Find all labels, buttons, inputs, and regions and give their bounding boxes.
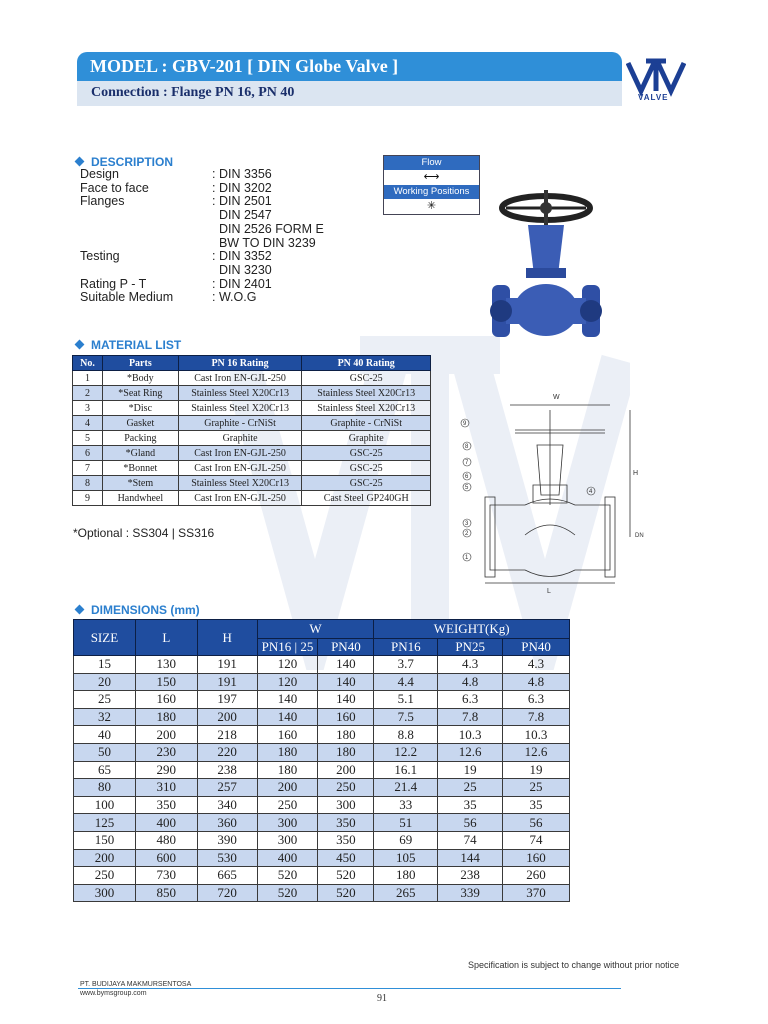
table-cell: 180: [318, 743, 374, 761]
table-cell: 4.8: [438, 673, 503, 691]
column-header: PN 40 Rating: [302, 356, 431, 371]
table-cell: 19: [438, 761, 503, 779]
table-cell: 218: [197, 726, 257, 744]
table-cell: 105: [374, 849, 438, 867]
diamond-bullet-icon: [75, 157, 85, 167]
svg-text:DN: DN: [635, 533, 644, 539]
column-subheader: PN40: [503, 639, 570, 656]
diamond-bullet-icon: [75, 340, 85, 350]
table-row: 5 Packing Graphite Graphite: [73, 431, 431, 446]
table-cell: 33: [374, 796, 438, 814]
table-cell: 80: [74, 779, 136, 797]
table-cell: 140: [257, 708, 318, 726]
column-subheader: PN40: [318, 639, 374, 656]
table-cell: 51: [374, 814, 438, 832]
table-cell: 74: [438, 831, 503, 849]
table-cell: 238: [438, 867, 503, 885]
table-cell: 19: [503, 761, 570, 779]
description-row: Design : DIN 3356: [80, 167, 272, 181]
table-cell: 130: [135, 656, 197, 674]
table-cell: 65: [74, 761, 136, 779]
table-cell: 300: [257, 814, 318, 832]
description-row: Flanges : DIN 2501: [80, 194, 272, 209]
flow-direction-box: [383, 155, 480, 215]
table-cell: 340: [197, 796, 257, 814]
table-cell: 7.8: [503, 708, 570, 726]
dimensions-header-row: [74, 620, 570, 639]
table-cell: 160: [257, 726, 318, 744]
column-subheader: PN16 | 25: [257, 639, 318, 656]
table-cell: 520: [257, 867, 318, 885]
material-heading: MATERIAL LIST: [76, 338, 181, 352]
svg-text:9: 9: [463, 421, 467, 427]
table-row: [74, 796, 570, 814]
table-cell: 160: [135, 691, 197, 709]
table-cell: 32: [74, 708, 136, 726]
table-cell: 180: [374, 867, 438, 885]
table-row: [74, 673, 570, 691]
table-cell: 191: [197, 656, 257, 674]
table-row: [74, 656, 570, 674]
table-cell: 4.3: [503, 656, 570, 674]
table-row: 4 Gasket Graphite - CrNiSt Graphite - CrNiSt: [73, 416, 431, 431]
table-row: [74, 743, 570, 761]
table-cell: 160: [318, 708, 374, 726]
table-row: [74, 849, 570, 867]
svg-text:H: H: [633, 470, 639, 477]
description-row: Suitable Medium : W.O.G: [80, 290, 257, 305]
column-subheader: PN25: [438, 639, 503, 656]
table-cell: 200: [318, 761, 374, 779]
description-row: DIN 2547: [212, 208, 272, 223]
table-cell: 180: [257, 761, 318, 779]
table-cell: 665: [197, 867, 257, 885]
table-cell: 140: [318, 691, 374, 709]
table-cell: 4.3: [438, 656, 503, 674]
table-cell: 5.1: [374, 691, 438, 709]
table-cell: 125: [74, 814, 136, 832]
table-cell: 120: [257, 673, 318, 691]
table-row: 7 *Bonnet Cast Iron EN-GJL-250 GSC-25: [73, 461, 431, 476]
flow-label: Flow: [384, 156, 479, 170]
table-cell: 370: [503, 884, 570, 902]
table-cell: 21.4: [374, 779, 438, 797]
table-cell: 25: [438, 779, 503, 797]
optional-note: *Optional : SS304 | SS316: [73, 526, 215, 540]
table-row: [74, 867, 570, 885]
table-cell: 7.5: [374, 708, 438, 726]
table-cell: 200: [257, 779, 318, 797]
table-cell: 140: [318, 656, 374, 674]
table-cell: 290: [135, 761, 197, 779]
working-positions-icon: ✳: [426, 200, 437, 212]
diamond-bullet-icon: [75, 605, 85, 615]
table-cell: 3.7: [374, 656, 438, 674]
svg-text:4: 4: [589, 489, 593, 495]
table-cell: 10.3: [503, 726, 570, 744]
table-cell: 120: [257, 656, 318, 674]
page-number: 91: [377, 993, 387, 1004]
table-row: [74, 761, 570, 779]
table-cell: 20: [74, 673, 136, 691]
table-cell: 15: [74, 656, 136, 674]
sectional-drawing: [455, 385, 655, 595]
table-cell: 140: [318, 673, 374, 691]
table-cell: 339: [438, 884, 503, 902]
table-cell: 180: [257, 743, 318, 761]
weight-header: WEIGHT(Kg): [374, 620, 570, 639]
table-cell: 200: [197, 708, 257, 726]
description-row: Testing : DIN 3352: [80, 249, 272, 264]
footer-website[interactable]: www.bymsgroup.com: [80, 990, 147, 997]
table-cell: 40: [74, 726, 136, 744]
material-table: [72, 355, 431, 506]
table-cell: 530: [197, 849, 257, 867]
table-cell: 74: [503, 831, 570, 849]
table-cell: 56: [503, 814, 570, 832]
svg-text:3: 3: [465, 521, 469, 527]
description-row: DIN 2526 FORM E: [212, 221, 324, 236]
table-cell: 100: [74, 796, 136, 814]
table-cell: 25: [503, 779, 570, 797]
table-cell: 12.2: [374, 743, 438, 761]
svg-text:2: 2: [465, 531, 469, 537]
table-row: [74, 814, 570, 832]
table-cell: 25: [74, 691, 136, 709]
column-header: No.: [73, 356, 103, 371]
table-cell: 12.6: [438, 743, 503, 761]
table-cell: 300: [318, 796, 374, 814]
l-header: L: [135, 620, 197, 656]
model-title: MODEL : GBV-201 [ DIN Globe Valve ]: [77, 52, 622, 81]
table-cell: 140: [257, 691, 318, 709]
table-cell: 480: [135, 831, 197, 849]
table-cell: 250: [257, 796, 318, 814]
table-row: [74, 831, 570, 849]
w-header: W: [257, 620, 374, 639]
svg-text:8: 8: [465, 444, 469, 450]
material-header-row: [73, 356, 431, 371]
table-row: [74, 708, 570, 726]
logo-text: VALVE: [638, 93, 669, 102]
table-cell: 250: [74, 867, 136, 885]
table-cell: 50: [74, 743, 136, 761]
dimensions-table: [73, 619, 570, 902]
table-row: 2 *Seat Ring Stainless Steel X20Cr13 Stainless Steel X20Cr13: [73, 386, 431, 401]
table-cell: 10.3: [438, 726, 503, 744]
table-cell: 400: [135, 814, 197, 832]
table-row: [74, 691, 570, 709]
description-row: DIN 3230: [212, 262, 272, 277]
footer-company: PT. BUDIJAYA MAKMURSENTOSA: [80, 981, 192, 988]
column-header: Parts: [102, 356, 178, 371]
table-cell: 250: [318, 779, 374, 797]
table-cell: 16.1: [374, 761, 438, 779]
description-heading: DESCRIPTION: [76, 155, 173, 169]
table-cell: 4.8: [503, 673, 570, 691]
table-row: [74, 884, 570, 902]
table-cell: 350: [135, 796, 197, 814]
table-row: 3 *Disc Stainless Steel X20Cr13 Stainless Steel X20Cr13: [73, 401, 431, 416]
table-cell: 265: [374, 884, 438, 902]
table-cell: 56: [438, 814, 503, 832]
table-cell: 600: [135, 849, 197, 867]
table-cell: 197: [197, 691, 257, 709]
table-cell: 400: [257, 849, 318, 867]
table-cell: 220: [197, 743, 257, 761]
table-cell: 257: [197, 779, 257, 797]
table-cell: 350: [318, 814, 374, 832]
table-cell: 6.3: [438, 691, 503, 709]
table-cell: 300: [257, 831, 318, 849]
table-cell: 69: [374, 831, 438, 849]
table-cell: 720: [197, 884, 257, 902]
table-cell: 520: [318, 884, 374, 902]
table-cell: 150: [74, 831, 136, 849]
globe-valve-image: [486, 180, 606, 350]
connection-subtitle: Connection : Flange PN 16, PN 40: [77, 81, 622, 106]
flow-arrow-icon: ⟷: [423, 171, 440, 183]
table-cell: 360: [197, 814, 257, 832]
table-cell: 12.6: [503, 743, 570, 761]
svg-text:L: L: [547, 588, 551, 595]
table-cell: 35: [438, 796, 503, 814]
table-row: 8 *Stem Stainless Steel X20Cr13 GSC-25: [73, 476, 431, 491]
table-cell: 260: [503, 867, 570, 885]
table-cell: 300: [74, 884, 136, 902]
table-cell: 150: [135, 673, 197, 691]
table-cell: 8.8: [374, 726, 438, 744]
svg-text:1: 1: [465, 555, 469, 561]
spec-note: Specification is subject to change without prior notice: [468, 960, 680, 970]
column-subheader: PN16: [374, 639, 438, 656]
svg-text:W: W: [553, 394, 560, 401]
column-header: PN 16 Rating: [178, 356, 302, 371]
description-row: Face to face : DIN 3202: [80, 180, 272, 195]
table-cell: 520: [257, 884, 318, 902]
table-cell: 180: [318, 726, 374, 744]
table-cell: 730: [135, 867, 197, 885]
svg-text:5: 5: [465, 485, 469, 491]
table-row: 1 *Body Cast Iron EN-GJL-250 GSC-25: [73, 371, 431, 386]
table-cell: 144: [438, 849, 503, 867]
svg-text:7: 7: [465, 460, 469, 466]
description-list: [80, 168, 324, 305]
table-cell: 450: [318, 849, 374, 867]
table-cell: 850: [135, 884, 197, 902]
table-cell: 160: [503, 849, 570, 867]
table-cell: 7.8: [438, 708, 503, 726]
description-row: Rating P - T : DIN 2401: [80, 276, 272, 291]
table-cell: 238: [197, 761, 257, 779]
table-row: [74, 726, 570, 744]
table-cell: 230: [135, 743, 197, 761]
table-row: 6 *Gland Cast Iron EN-GJL-250 GSC-25: [73, 446, 431, 461]
working-positions-label: Working Positions: [384, 185, 479, 199]
svg-text:6: 6: [465, 474, 469, 480]
footer-divider: [78, 988, 621, 989]
table-cell: 180: [135, 708, 197, 726]
table-cell: 35: [503, 796, 570, 814]
h-header: H: [197, 620, 257, 656]
table-cell: 6.3: [503, 691, 570, 709]
table-cell: 200: [74, 849, 136, 867]
table-cell: 350: [318, 831, 374, 849]
size-header: SIZE: [74, 620, 136, 656]
table-row: [74, 779, 570, 797]
table-row: 9 Handwheel Cast Iron EN-GJL-250 Cast Steel GP240GH: [73, 491, 431, 506]
table-cell: 4.4: [374, 673, 438, 691]
dimensions-heading: DIMENSIONS (mm): [76, 603, 200, 617]
table-cell: 310: [135, 779, 197, 797]
table-cell: 191: [197, 673, 257, 691]
table-cell: 520: [318, 867, 374, 885]
table-cell: 390: [197, 831, 257, 849]
description-row: BW TO DIN 3239: [212, 235, 316, 250]
table-cell: 200: [135, 726, 197, 744]
dimensions-body: [74, 656, 570, 902]
